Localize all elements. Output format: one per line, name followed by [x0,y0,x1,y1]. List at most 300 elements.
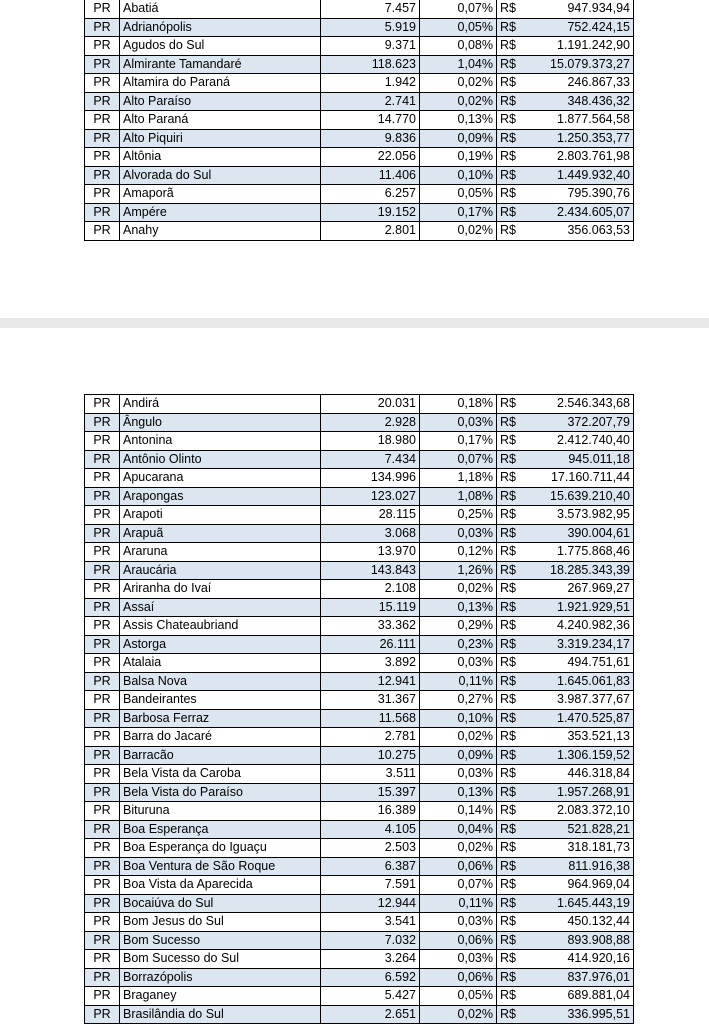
state-cell: PR [85,395,120,414]
table-row [85,148,634,167]
table-row [85,876,634,895]
state-cell: PR [85,728,120,747]
population-cell: 2.801 [321,222,420,241]
state-cell: PR [85,506,120,525]
percentage-cell: 1,08% [420,487,497,506]
table-row [85,413,634,432]
municipality-cell: Barbosa Ferraz [120,709,321,728]
percentage-cell: 0,14% [420,802,497,821]
state-cell: PR [85,413,120,432]
currency-cell: R$ [497,783,538,802]
amount-cell: 336.995,51 [537,1005,634,1024]
table-row [85,0,634,18]
municipality-cell: Apucarana [120,469,321,488]
percentage-cell: 0,02% [420,222,497,241]
currency-cell: R$ [497,432,538,451]
population-cell: 16.389 [321,802,420,821]
currency-cell: R$ [497,203,538,222]
percentage-cell: 0,02% [420,92,497,111]
percentage-cell: 0,03% [420,950,497,969]
population-cell: 12.944 [321,894,420,913]
amount-cell: 3.573.982,95 [537,506,634,525]
percentage-cell: 0,07% [420,0,497,18]
amount-cell: 1.921.929,51 [537,598,634,617]
municipality-cell: Abatiá [120,0,321,18]
currency-cell: R$ [497,18,538,37]
state-cell: PR [85,857,120,876]
percentage-cell: 0,10% [420,166,497,185]
population-cell: 15.119 [321,598,420,617]
municipality-cell: Balsa Nova [120,672,321,691]
state-cell: PR [85,820,120,839]
amount-cell: 1.250.353,77 [537,129,634,148]
state-cell: PR [85,765,120,784]
population-cell: 1.942 [321,74,420,93]
amount-cell: 414.920,16 [537,950,634,969]
population-cell: 14.770 [321,111,420,130]
state-cell: PR [85,92,120,111]
municipality-cell: Borrazópolis [120,968,321,987]
population-cell: 4.105 [321,820,420,839]
amount-cell: 1.877.564,58 [537,111,634,130]
municipality-cell: Brasilândia do Sul [120,1005,321,1024]
table-row [85,18,634,37]
amount-cell: 267.969,27 [537,580,634,599]
population-cell: 134.996 [321,469,420,488]
table-row [85,672,634,691]
percentage-cell: 0,03% [420,413,497,432]
currency-cell: R$ [497,765,538,784]
state-cell: PR [85,18,120,37]
table-row [85,820,634,839]
amount-cell: 3.987.377,67 [537,691,634,710]
amount-cell: 246.867,33 [537,74,634,93]
state-cell: PR [85,783,120,802]
population-cell: 3.892 [321,654,420,673]
state-cell: PR [85,617,120,636]
table-row [85,783,634,802]
percentage-cell: 0,04% [420,820,497,839]
currency-cell: R$ [497,913,538,932]
state-cell: PR [85,0,120,18]
municipality-cell: Bandeirantes [120,691,321,710]
currency-cell: R$ [497,802,538,821]
currency-cell: R$ [497,148,538,167]
municipality-cell: Araucária [120,561,321,580]
population-cell: 9.836 [321,129,420,148]
state-cell: PR [85,74,120,93]
amount-cell: 390.004,61 [537,524,634,543]
table-row [85,765,634,784]
population-cell: 2.781 [321,728,420,747]
population-cell: 118.623 [321,55,420,74]
table-row [85,450,634,469]
table-row [85,395,634,414]
table-row [85,469,634,488]
state-cell: PR [85,148,120,167]
amount-cell: 353.521,13 [537,728,634,747]
currency-cell: R$ [497,876,538,895]
municipality-cell: Boa Esperança [120,820,321,839]
percentage-cell: 1,18% [420,469,497,488]
table-row [85,857,634,876]
population-cell: 22.056 [321,148,420,167]
municipality-cell: Alvorada do Sul [120,166,321,185]
municipality-cell: Ângulo [120,413,321,432]
state-cell: PR [85,839,120,858]
amount-cell: 17.160.711,44 [537,469,634,488]
municipality-cell: Andirá [120,395,321,414]
municipality-cell: Barracão [120,746,321,765]
currency-cell: R$ [497,654,538,673]
municipality-cell: Alto Piquiri [120,129,321,148]
percentage-cell: 0,03% [420,524,497,543]
percentage-cell: 0,12% [420,543,497,562]
municipality-cell: Amaporã [120,185,321,204]
municipality-cell: Boa Ventura de São Roque [120,857,321,876]
population-cell: 3.511 [321,765,420,784]
municipality-cell: Anahy [120,222,321,241]
percentage-cell: 1,26% [420,561,497,580]
population-cell: 3.264 [321,950,420,969]
municipality-cell: Agudos do Sul [120,37,321,56]
amount-cell: 450.132,44 [537,913,634,932]
table-row [85,709,634,728]
population-cell: 20.031 [321,395,420,414]
population-cell: 19.152 [321,203,420,222]
currency-cell: R$ [497,931,538,950]
amount-cell: 446.318,84 [537,765,634,784]
municipality-cell: Astorga [120,635,321,654]
currency-cell: R$ [497,691,538,710]
percentage-cell: 0,02% [420,839,497,858]
state-cell: PR [85,802,120,821]
table-row [85,1005,634,1024]
table-row [85,524,634,543]
currency-cell: R$ [497,543,538,562]
population-cell: 28.115 [321,506,420,525]
population-cell: 11.406 [321,166,420,185]
state-cell: PR [85,37,120,56]
currency-cell: R$ [497,111,538,130]
table-row [85,746,634,765]
amount-cell: 1.645.443,19 [537,894,634,913]
currency-cell: R$ [497,987,538,1006]
population-cell: 2.108 [321,580,420,599]
state-cell: PR [85,709,120,728]
percentage-cell: 0,03% [420,765,497,784]
percentage-cell: 0,02% [420,728,497,747]
table-body-top [85,0,634,240]
percentage-cell: 0,27% [420,691,497,710]
state-cell: PR [85,432,120,451]
population-cell: 7.032 [321,931,420,950]
amount-cell: 947.934,94 [537,0,634,18]
currency-cell: R$ [497,487,538,506]
state-cell: PR [85,950,120,969]
amount-cell: 1.191.242,90 [537,37,634,56]
currency-cell: R$ [497,92,538,111]
currency-cell: R$ [497,580,538,599]
municipality-cell: Boa Esperança do Iguaçu [120,839,321,858]
currency-cell: R$ [497,524,538,543]
table-row [85,950,634,969]
municipality-cell: Atalaia [120,654,321,673]
table-row [85,111,634,130]
population-cell: 143.843 [321,561,420,580]
amount-cell: 15.079.373,27 [537,55,634,74]
table-row [85,617,634,636]
currency-cell: R$ [497,894,538,913]
table-row [85,92,634,111]
state-cell: PR [85,203,120,222]
page-separator [0,318,709,328]
municipality-cell: Alto Paraíso [120,92,321,111]
percentage-cell: 0,06% [420,857,497,876]
table-row [85,580,634,599]
population-cell: 6.387 [321,857,420,876]
amount-cell: 2.434.605,07 [537,203,634,222]
table-row [85,968,634,987]
population-cell: 11.568 [321,709,420,728]
state-cell: PR [85,968,120,987]
population-cell: 12.941 [321,672,420,691]
municipality-table-top [84,0,634,241]
currency-cell: R$ [497,506,538,525]
municipality-cell: Assis Chateaubriand [120,617,321,636]
municipality-cell: Bom Sucesso do Sul [120,950,321,969]
population-cell: 15.397 [321,783,420,802]
table-row [85,432,634,451]
municipality-cell: Assaí [120,598,321,617]
population-cell: 2.651 [321,1005,420,1024]
table-row [85,728,634,747]
population-cell: 33.362 [321,617,420,636]
percentage-cell: 0,08% [420,37,497,56]
amount-cell: 2.546.343,68 [537,395,634,414]
municipality-cell: Boa Vista da Aparecida [120,876,321,895]
percentage-cell: 0,06% [420,968,497,987]
amount-cell: 2.083.372,10 [537,802,634,821]
state-cell: PR [85,543,120,562]
population-cell: 2.928 [321,413,420,432]
population-cell: 7.457 [321,0,420,18]
percentage-cell: 0,13% [420,598,497,617]
population-cell: 31.367 [321,691,420,710]
percentage-cell: 0,11% [420,894,497,913]
currency-cell: R$ [497,598,538,617]
table-row [85,222,634,241]
percentage-cell: 0,09% [420,129,497,148]
amount-cell: 964.969,04 [537,876,634,895]
municipality-cell: Almirante Tamandaré [120,55,321,74]
population-cell: 3.068 [321,524,420,543]
amount-cell: 1.957.268,91 [537,783,634,802]
population-cell: 2.503 [321,839,420,858]
municipality-cell: Bituruna [120,802,321,821]
municipality-cell: Altônia [120,148,321,167]
currency-cell: R$ [497,469,538,488]
currency-cell: R$ [497,968,538,987]
percentage-cell: 0,25% [420,506,497,525]
state-cell: PR [85,635,120,654]
currency-cell: R$ [497,709,538,728]
table-row [85,166,634,185]
amount-cell: 945.011,18 [537,450,634,469]
municipality-cell: Araruna [120,543,321,562]
currency-cell: R$ [497,728,538,747]
state-cell: PR [85,598,120,617]
percentage-cell: 0,06% [420,931,497,950]
percentage-cell: 0,23% [420,635,497,654]
municipality-cell: Bocaiúva do Sul [120,894,321,913]
state-cell: PR [85,672,120,691]
table-body-bottom [85,395,634,1024]
amount-cell: 3.319.234,17 [537,635,634,654]
table-row [85,802,634,821]
population-cell: 7.591 [321,876,420,895]
state-cell: PR [85,129,120,148]
currency-cell: R$ [497,0,538,18]
percentage-cell: 0,19% [420,148,497,167]
percentage-cell: 1,04% [420,55,497,74]
currency-cell: R$ [497,55,538,74]
percentage-cell: 0,29% [420,617,497,636]
table-row [85,654,634,673]
currency-cell: R$ [497,395,538,414]
percentage-cell: 0,03% [420,913,497,932]
amount-cell: 893.908,88 [537,931,634,950]
table-row [85,561,634,580]
amount-cell: 752.424,15 [537,18,634,37]
state-cell: PR [85,746,120,765]
table-row [85,839,634,858]
table-row [85,185,634,204]
currency-cell: R$ [497,672,538,691]
municipality-cell: Arapongas [120,487,321,506]
state-cell: PR [85,580,120,599]
municipality-cell: Barra do Jacaré [120,728,321,747]
amount-cell: 1.645.061,83 [537,672,634,691]
percentage-cell: 0,05% [420,18,497,37]
percentage-cell: 0,02% [420,1005,497,1024]
currency-cell: R$ [497,129,538,148]
table-row [85,894,634,913]
percentage-cell: 0,03% [420,654,497,673]
population-cell: 9.371 [321,37,420,56]
percentage-cell: 0,02% [420,580,497,599]
currency-cell: R$ [497,166,538,185]
amount-cell: 356.063,53 [537,222,634,241]
population-cell: 5.427 [321,987,420,1006]
state-cell: PR [85,111,120,130]
municipality-cell: Adrianópolis [120,18,321,37]
currency-cell: R$ [497,857,538,876]
currency-cell: R$ [497,561,538,580]
table-row [85,913,634,932]
municipality-cell: Ariranha do Ivaí [120,580,321,599]
municipality-cell: Arapuã [120,524,321,543]
table-row [85,635,634,654]
currency-cell: R$ [497,185,538,204]
population-cell: 10.275 [321,746,420,765]
percentage-cell: 0,10% [420,709,497,728]
percentage-cell: 0,02% [420,74,497,93]
table-row [85,203,634,222]
percentage-cell: 0,11% [420,672,497,691]
percentage-cell: 0,07% [420,450,497,469]
percentage-cell: 0,17% [420,432,497,451]
state-cell: PR [85,487,120,506]
population-cell: 3.541 [321,913,420,932]
table-row [85,598,634,617]
amount-cell: 18.285.343,39 [537,561,634,580]
amount-cell: 1.306.159,52 [537,746,634,765]
amount-cell: 1.775.868,46 [537,543,634,562]
currency-cell: R$ [497,74,538,93]
table-row [85,129,634,148]
table-row [85,37,634,56]
table-row [85,691,634,710]
state-cell: PR [85,987,120,1006]
amount-cell: 2.803.761,98 [537,148,634,167]
municipality-cell: Antonina [120,432,321,451]
municipality-cell: Altamira do Paraná [120,74,321,93]
currency-cell: R$ [497,820,538,839]
state-cell: PR [85,1005,120,1024]
table-row [85,55,634,74]
state-cell: PR [85,469,120,488]
municipality-table-bottom [84,394,634,1024]
municipality-cell: Bela Vista do Paraíso [120,783,321,802]
state-cell: PR [85,691,120,710]
currency-cell: R$ [497,839,538,858]
amount-cell: 521.828,21 [537,820,634,839]
amount-cell: 811.916,38 [537,857,634,876]
currency-cell: R$ [497,746,538,765]
population-cell: 6.257 [321,185,420,204]
currency-cell: R$ [497,617,538,636]
population-cell: 13.970 [321,543,420,562]
currency-cell: R$ [497,450,538,469]
amount-cell: 689.881,04 [537,987,634,1006]
percentage-cell: 0,09% [420,746,497,765]
state-cell: PR [85,55,120,74]
population-cell: 2.741 [321,92,420,111]
table-row [85,931,634,950]
population-cell: 7.434 [321,450,420,469]
table-row [85,487,634,506]
municipality-cell: Arapoti [120,506,321,525]
currency-cell: R$ [497,37,538,56]
municipality-cell: Antônio Olinto [120,450,321,469]
amount-cell: 318.181,73 [537,839,634,858]
state-cell: PR [85,876,120,895]
percentage-cell: 0,07% [420,876,497,895]
amount-cell: 372.207,79 [537,413,634,432]
state-cell: PR [85,524,120,543]
state-cell: PR [85,561,120,580]
municipality-cell: Ampére [120,203,321,222]
municipality-cell: Alto Paraná [120,111,321,130]
amount-cell: 494.751,61 [537,654,634,673]
amount-cell: 4.240.982,36 [537,617,634,636]
table-row [85,506,634,525]
municipality-cell: Bom Sucesso [120,931,321,950]
amount-cell: 837.976,01 [537,968,634,987]
table-row [85,543,634,562]
percentage-cell: 0,17% [420,203,497,222]
